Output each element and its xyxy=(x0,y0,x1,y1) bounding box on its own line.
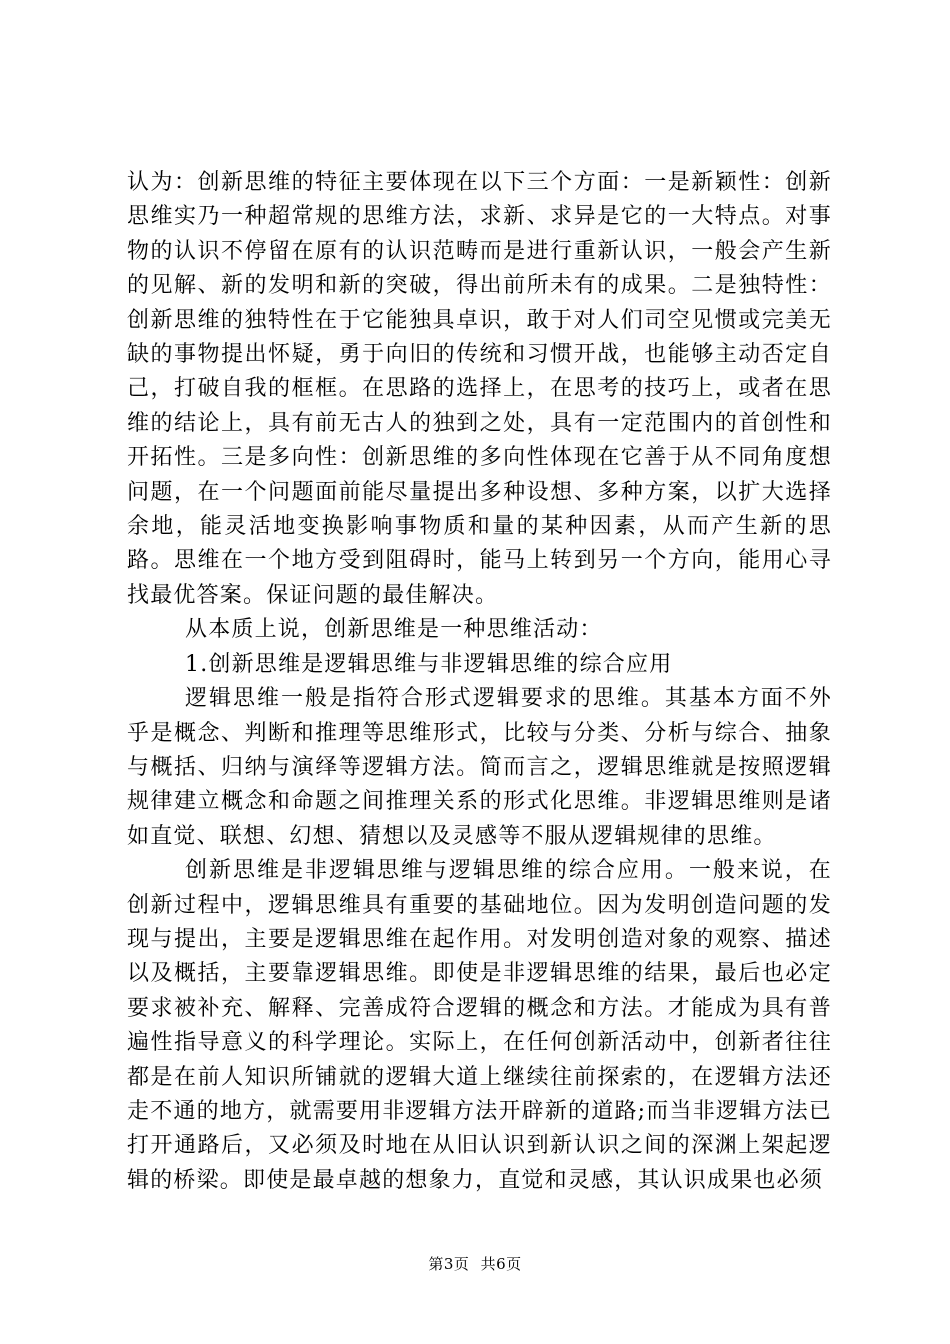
page-total: 共6页 xyxy=(480,1255,522,1273)
paragraph-creative-thinking-features: 认为：创新思维的特征主要体现在以下三个方面：一是新颖性：创新思维实乃一种超常规的思维方法，求新、求异是它的一大特点。对事物的认识不停留在原有的认识范畴而是进行重新认识，一般会产生新的见解、新的发明和新的突破，得出前所未有的成果。二是独特性：创新思维的独特性在于它能独具卓识，敢于对人们司空见惯或完美无缺的事物提出怀疑，勇于向旧的传统和习惯开战，也能够主动否定自己，打破自我的框框。在思路的选择上，在思考的技巧上，或者在思维的结论上，具有前无古人的独到之处，具有一定范围内的首创性和开拓性。三是多向性：创新思维的多向性体现在它善于从不同角度想问题，在一个问题面前能尽量提出多种设想、多种方案，以扩大选择余地，能灵活地变换影响事物质和量的某种因素，从而产生新的思路。思维在一个地方受到阻碍时，能马上转到另一个方向，能用心寻找最优答案。保证问题的最佳解决。 xyxy=(127,170,832,608)
paragraph-essence-intro: 从本质上说，创新思维是一种思维活动： xyxy=(185,617,603,643)
page-footer xyxy=(0,1253,950,1274)
paragraph-combined-application: 创新思维是非逻辑思维与逻辑思维的综合应用。一般来说，在创新过程中，逻辑思维具有重要的基础地位。因为发明创造问题的发现与提出，主要是逻辑思维在起作用。对发明创造对象的观察、描述以及概括，主要靠逻辑思维。即使是非逻辑思维的结果，最后也必定要求被补充、解释、完善成符合逻辑的概念和方法。才能成为具有普遍性指导意义的科学理论。实际上，在任何创新活动中，创新者往往都是在前人知识所铺就的逻辑大道上继续往前探索的，在逻辑方法还走不通的地方，就需要用非逻辑方法开辟新的道路;而当非逻辑方法已打开通路后，又必须及时地在从旧认识到新认识之间的深渊上架起逻辑的桥梁。即使是最卓越的想象力，直觉和灵感，其认识成果也必须 xyxy=(127,858,832,1193)
document-body xyxy=(127,166,832,1198)
paragraph-logical-thinking: 逻辑思维一般是指符合形式逻辑要求的思维。其基本方面不外乎是概念、判断和推理等思维形式，比较与分类、分析与综合、抽象与概括、归纳与演绎等逻辑方法。简而言之，逻辑思维就是按照逻辑规律建立概念和命题之间推理关系的形式化思维。非逻辑思维则是诸如直觉、联想、幻想、猜想以及灵感等不服从逻辑规律的思维。 xyxy=(127,686,832,849)
page-number: 第3页 xyxy=(428,1255,470,1273)
section-heading-1: 1.创新思维是逻辑思维与非逻辑思维的综合应用 xyxy=(185,651,673,677)
